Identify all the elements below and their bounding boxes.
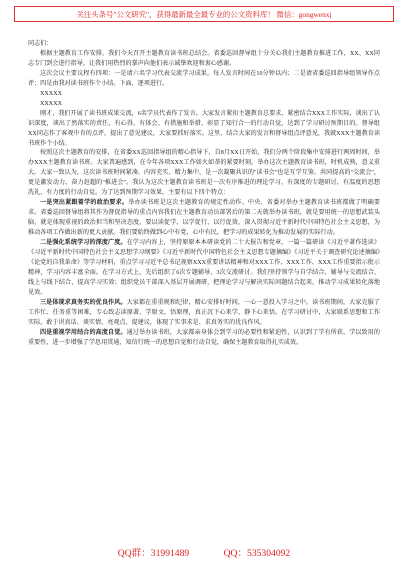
section-2-heading: 二是强化系统学习的深度广度。 — [40, 240, 127, 247]
section-3 — [28, 299, 380, 329]
section-1-heading: 一是突出紧跟着学的政治要求。 — [40, 200, 129, 207]
placeholder-line-2: XXXXX — [40, 100, 63, 107]
promo-banner: 关注头条号"公文研究"，获得最新最全最专业的公文资料库！ 微信：gongwenxj — [14, 6, 394, 22]
qq-group: QQ群：31991489 — [117, 548, 190, 559]
qq-contact: QQ：535304092 — [223, 548, 291, 559]
paragraph-1: 根据主题教育工作安排，我们今天召开主题教育读书班总结会。省委巡回督导组十分关心我们主题教育推进工作，XX、XX同志专门到会进行指导，让我们用热烈的掌声向他们表示诚挚欢迎和衷心感谢。 — [28, 50, 380, 67]
section-4-text: 通过举办读书班，大家都亲身体会到学习的必要性和紧迫性，认识到了学有所获、学以致用的重要性，进一步增强了学思用贯通、知信行统一的思想自觉和行动自觉，确保主题教育取得扎实成效。 — [28, 329, 381, 346]
section-2 — [28, 239, 380, 299]
section-4-heading: 四是重视学用结合的高度自觉。 — [40, 329, 127, 336]
document-body — [28, 40, 380, 349]
paragraph-4: 按照这次主题教育的安排，在省委XX巡回指导组的精心指导下，自8月XX日开始，我们分两个阶段集中安排进行两周时间，举办XXX主题教育读书班。大家普遍感到，在今年各项XXX工作如火如荼的紧要时刻，举办这次主题教育读书班，时机成熟，意义重大。大家一致认为，这次读书班时间紧凑、内容充实、精力集中，是一次凝聚共识的"读书会"也是互学互鉴、共同提高的"交流会"，更是激发动力、奋力赶超的"推进会"。我认为这次主题教育读书班是一次有序推进的理论学习、有深度的专题研讨，有温度的思想洗礼，有力度的行动自觉。为了达到预期学习效果，主要有以下四个特点： — [28, 150, 380, 197]
section-4 — [28, 329, 380, 349]
section-2-text: 在学习内容上，坚持原原本本研读党的二十大报告和党章，一篇一篇研读《习近平著作选读》《习近平新时代中国特色社会主义思想学习纲要》《习近平新时代中国特色社会主义思想专题摘编》《习近平关于调查研究论述摘编》《论党的自我革命》等学习材料，重点学习习近平总书记视察XXX重要讲话精神和对XXX工作、XXX工作、XXX工作重要指示批示精神，学习内容丰富全面。在学习方式上，先后组织了6次专题辅导、3次交流研讨。我们坚持领学与自学结合、辅导与交流结合、线上与线下结合，提高学习实效；组织党员干部深入基层开展调研，把理论学习与解决实际问题结合起来，推动学习成果转化落地见效。 — [28, 240, 381, 296]
section-1-text: 举办读书班是这次主题教育的规定性动作。中央、省委对举办主题教育读书班都做了明确要求。省委巡回督导组将其作为督促指导的重点内容我们在主题教育动员部署后的第二天就举办读书班，就是要用统一的思想武装头脑，就是体现重视的政治担当和坚决态度。要以读促学、以学促行、以行促效，深入贯彻习近平新时代中国特色社会主义思想，为推动各项工作做出新的更大贡献。我们要始终做到心中有党、心中有民，把学习的成果转化为推动发展的实际行动。 — [28, 200, 381, 237]
placeholder-line-1: XXXXX — [40, 90, 63, 97]
section-3-text: 大家都在重重规和纪律，精心安排好时间，一心一意投入学习之中。读书班期间，大家克服了工作忙、任务重等困难，专心致志读原著、学原文、悟原理，真正沉下心来学、静下心来悟。在学习研讨中，大家联系思想和工作实际，敢于讲真话、谈实情、亮观点、提建议，体现了实事求是、求真务实的优良作风。 — [28, 299, 381, 326]
section-3-heading: 三是体现求真务实的优良作风。 — [40, 299, 127, 306]
contact-footer — [0, 545, 408, 559]
paragraph-3: 刚才，我们开展了读书班成果交流，6名学员代表作了发言。大家发言紧扣主题教育总要求，紧密结合XXX工作实际，谈出了认识深度，谈出了然落实的责任，有心得、有体会、有措施和举措，彰显了知行合一的行动自觉，达到了学习研讨预期目的。督导组XX同志作了客观中肯的点评，提出了意见建议，大家要抓好落实。这里，结合大家的发言和督导组点评意见，我就XXX主题教育读书班作个小结。 — [28, 110, 380, 147]
greeting: 同志们： — [28, 41, 53, 47]
section-1 — [28, 199, 380, 239]
paragraph-2: 这次会议主要议程有四项：一是请六名学习代表交流学习成果，每人发言时间在10分钟以内；二是请省委巡回指导组领导作点评；四是由我对读书班作个小结。下面，逐项进行。 — [28, 70, 380, 87]
